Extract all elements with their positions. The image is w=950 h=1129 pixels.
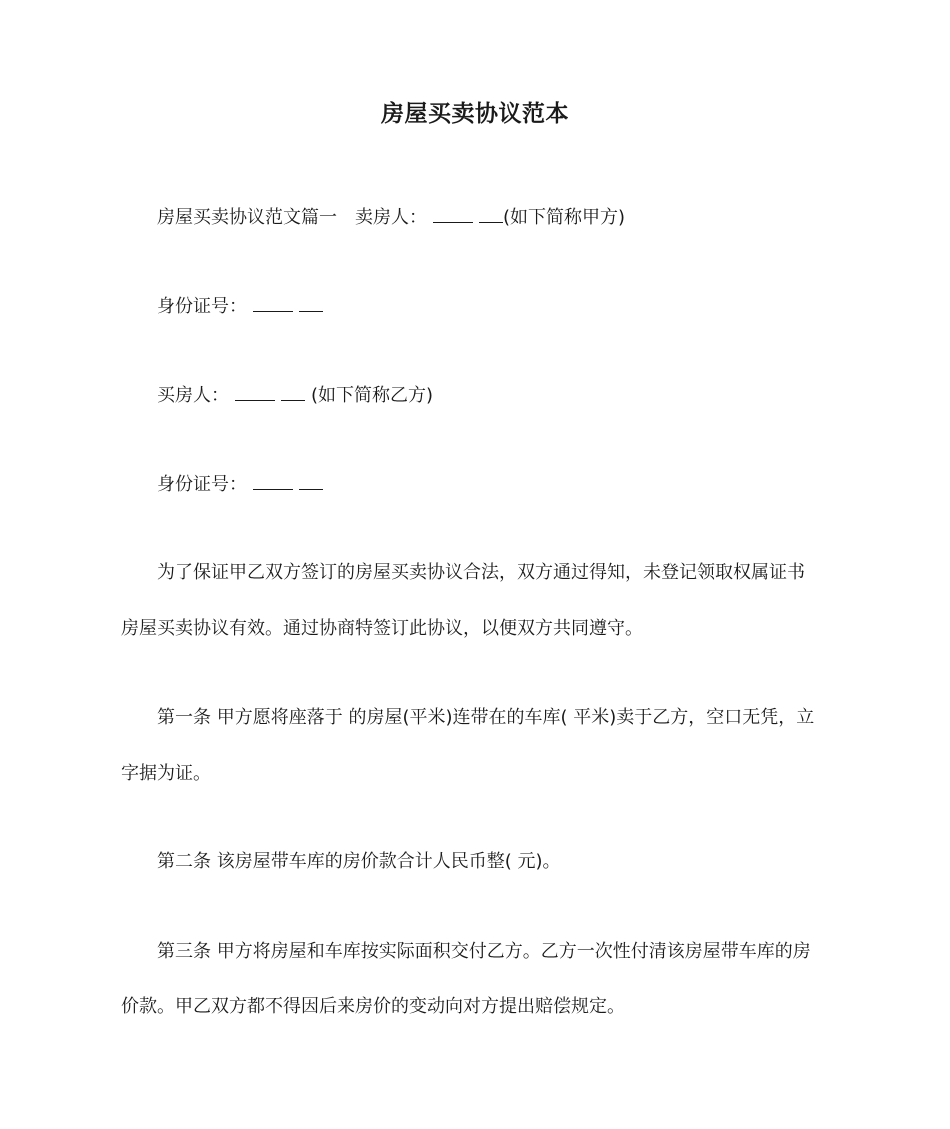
buyer-suffix: (如下简称乙方) xyxy=(311,385,434,406)
buyer-id-label: 身份证号： xyxy=(157,474,247,495)
article-3-line-1: 第三条 甲方将房屋和车库按实际面积交付乙方。乙方一次性付清该房屋带车库的房 xyxy=(157,941,811,962)
seller-label: 卖房人： xyxy=(355,207,427,228)
buyer-line xyxy=(157,382,433,409)
article-2-line-1: 第二条 该房屋带车库的房价款合计人民币整( 元)。 xyxy=(157,851,561,872)
seller-line xyxy=(157,204,625,231)
intro-paragraph-line-1: 为了保证甲乙双方签订的房屋买卖协议合法，双方通过得知，未登记领取权属证书 xyxy=(157,562,805,583)
article-1-line-1: 第一条 甲方愿将座落于 的房屋(平米)连带在的车库( 平米)卖于乙方，空口无凭，立 xyxy=(157,707,815,728)
article-1-line-2: 字据为证。 xyxy=(121,763,211,784)
buyer-id-line xyxy=(157,471,323,498)
buyer-name-blank-2 xyxy=(281,382,305,401)
seller-id-blank-2 xyxy=(299,293,323,312)
page-title: 房屋买卖协议范本 xyxy=(381,101,569,127)
seller-id-label: 身份证号： xyxy=(157,296,247,317)
intro-paragraph-line-2: 房屋买卖协议有效。通过协商特签订此协议，以便双方共同遵守。 xyxy=(121,618,643,639)
seller-id-line xyxy=(157,293,323,320)
buyer-name-blank-1 xyxy=(235,382,275,401)
document-subtitle: 房屋买卖协议范文篇一 xyxy=(157,207,337,228)
buyer-id-blank-2 xyxy=(299,471,323,490)
seller-suffix: (如下简称甲方) xyxy=(503,207,626,228)
seller-name-blank-2 xyxy=(479,204,503,223)
seller-name-blank-1 xyxy=(433,204,473,223)
article-3-line-2: 价款。甲乙双方都不得因后来房价的变动向对方提出赔偿规定。 xyxy=(121,996,625,1017)
seller-id-blank-1 xyxy=(253,293,293,312)
buyer-label: 买房人： xyxy=(157,385,229,406)
buyer-id-blank-1 xyxy=(253,471,293,490)
